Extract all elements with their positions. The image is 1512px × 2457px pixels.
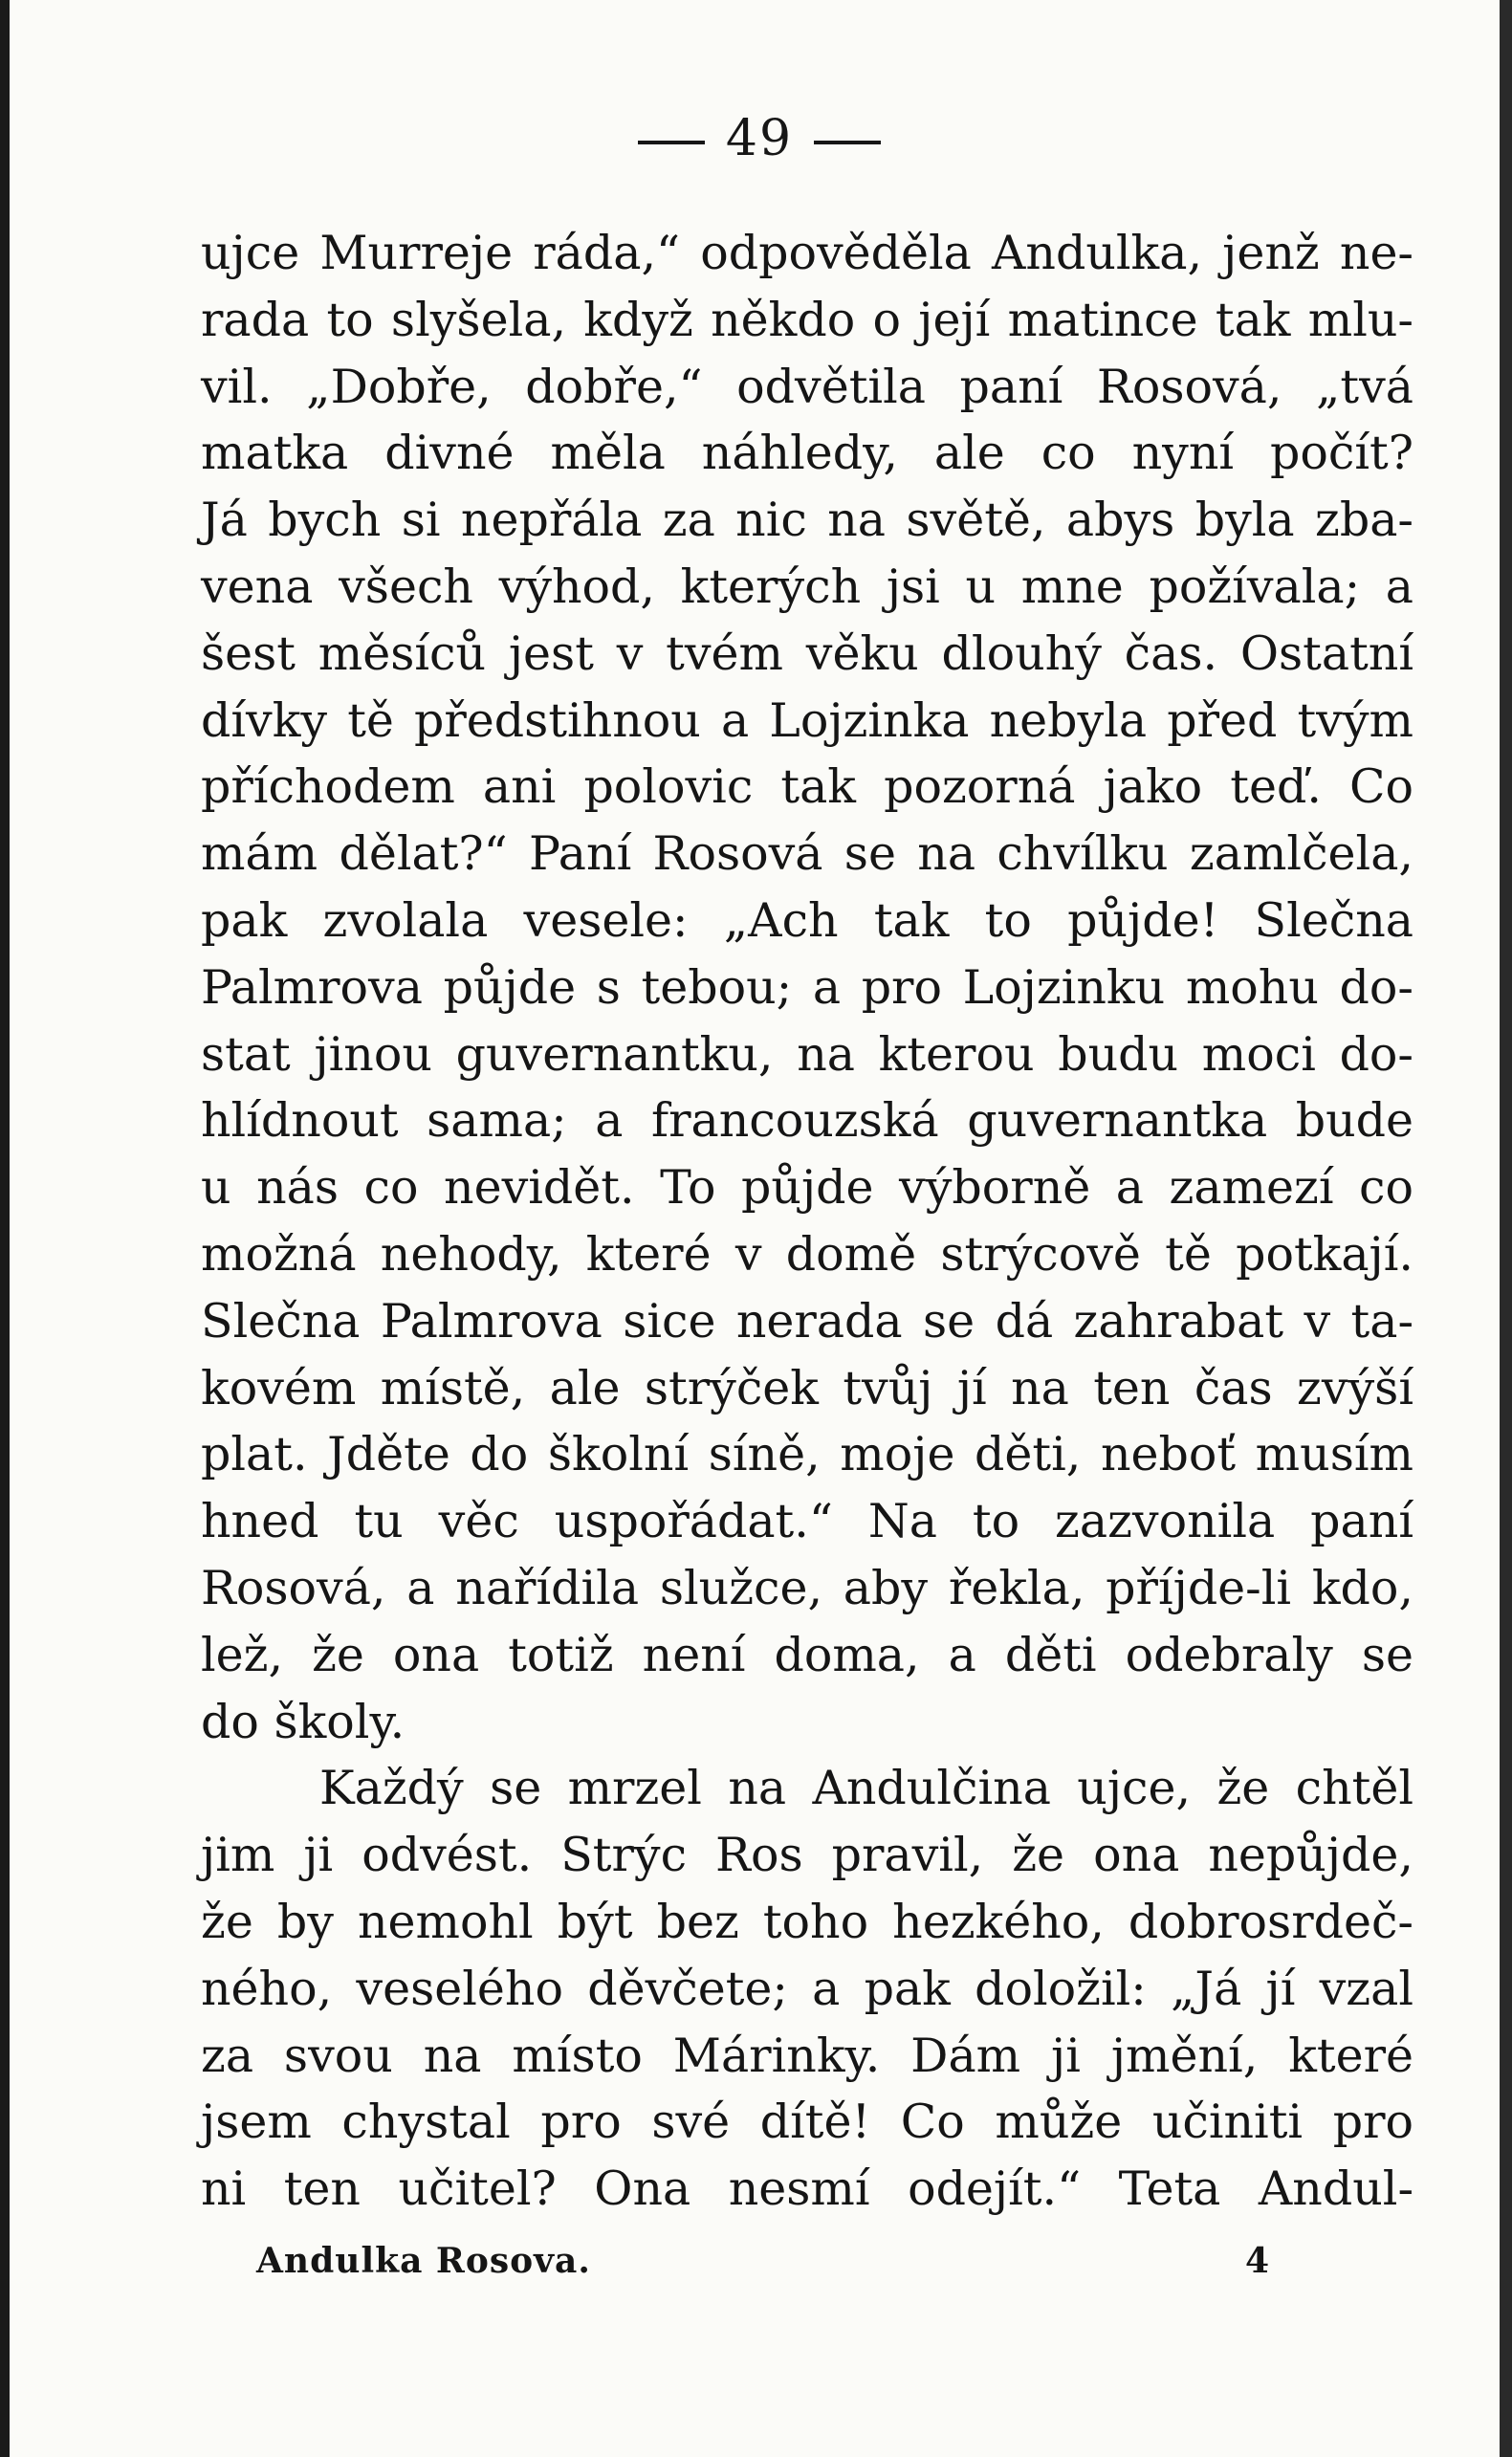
text-line: dívky tě předstihnou a Lojzinka nebyla před tvým: [201, 692, 1413, 748]
text-line: u nás co nevidět. To půjde výborně a zamezí co: [201, 1160, 1413, 1216]
text-line: Slečna Palmrova sice nerada se dá zahrabat v ta-: [201, 1293, 1413, 1349]
text-line: mám dělat?“ Paní Rosová se na chvílku zamlčela,: [201, 826, 1413, 882]
header-dash-left: [638, 141, 705, 144]
text-line: jsem chystal pro své dítě! Co může učiniti pro: [201, 2095, 1413, 2150]
text-line: za svou na místo Márinky. Dám ji jmění, které: [201, 2028, 1413, 2083]
text-line: pak zvolala vesele: „Ach tak to půjde! Slečna: [201, 892, 1413, 948]
text-line: kovém místě, ale strýček tvůj jí na ten čas zvýší: [201, 1360, 1413, 1415]
text-line: možná nehody, které v domě strýcově tě potkají.: [201, 1226, 1413, 1282]
body-text: [201, 220, 1413, 2223]
text-line: Palmrova půjde s tebou; a pro Lojzinku mohu do-: [201, 959, 1413, 1015]
text-line: ného, veselého děvčete; a pak doložil: „Já jí vzal: [201, 1961, 1413, 2016]
book-title-signature: Andulka Rosova.: [256, 2241, 591, 2281]
text-line: hlídnout sama; a francouzská guvernantka bude: [201, 1093, 1413, 1149]
text-line: plat. Jděte do školní síně, moje děti, neboť musím: [201, 1427, 1413, 1482]
page-header: [10, 110, 1509, 167]
text-line: Já bych si nepřála za nic na světě, abys byla zba-: [201, 493, 1413, 548]
text-line: jim ji odvést. Strýc Ros pravil, že ona nepůjde,: [201, 1828, 1413, 1883]
text-line: ujce Murreje ráda,“ odpověděla Andulka, jenž ne-: [201, 226, 1413, 280]
text-line: lež, že ona totiž není doma, a děti odebraly se: [201, 1627, 1413, 1682]
text-line: příchodem ani polovic tak pozorná jako teď. Co: [201, 759, 1413, 815]
text-line: hned tu věc uspořádat.“ Na to zazvonila paní: [201, 1494, 1413, 1549]
text-line: vena všech výhod, kterých jsi u mne požívala; a: [201, 559, 1413, 614]
text-line: ni ten učitel? Ona nesmí odejít.“ Teta Andul-: [201, 2161, 1413, 2217]
text-line: Rosová, a nařídila služce, aby řekla, příjde-li kdo,: [201, 1560, 1413, 1615]
text-line: vil. „Dobře, dobře,“ odvětila paní Rosová, „tvá: [201, 359, 1413, 414]
text-line: rada to slyšela, když někdo o její matince tak mlu-: [201, 292, 1413, 347]
header-dash-right: [814, 141, 881, 144]
text-line: stat jinou guvernantku, na kterou budu moci do-: [201, 1026, 1413, 1082]
text-line: matka divné měla náhledy, ale co nyní počít?: [201, 426, 1413, 481]
text-line: šest měsíců jest v tvém věku dlouhý čas. Ostatní: [201, 625, 1413, 681]
page-footer: [256, 2241, 1270, 2281]
paragraph-start-line: Každý se mrzel na Andulčina ujce, že chtěl: [319, 1761, 1413, 1816]
signature-mark: 4: [1244, 2241, 1270, 2281]
page-number: 49: [725, 110, 794, 167]
paragraph-end-line: do školy.: [201, 1694, 405, 1749]
text-line: že by nemohl být bez toho hezkého, dobrosrdeč-: [201, 1894, 1413, 1949]
